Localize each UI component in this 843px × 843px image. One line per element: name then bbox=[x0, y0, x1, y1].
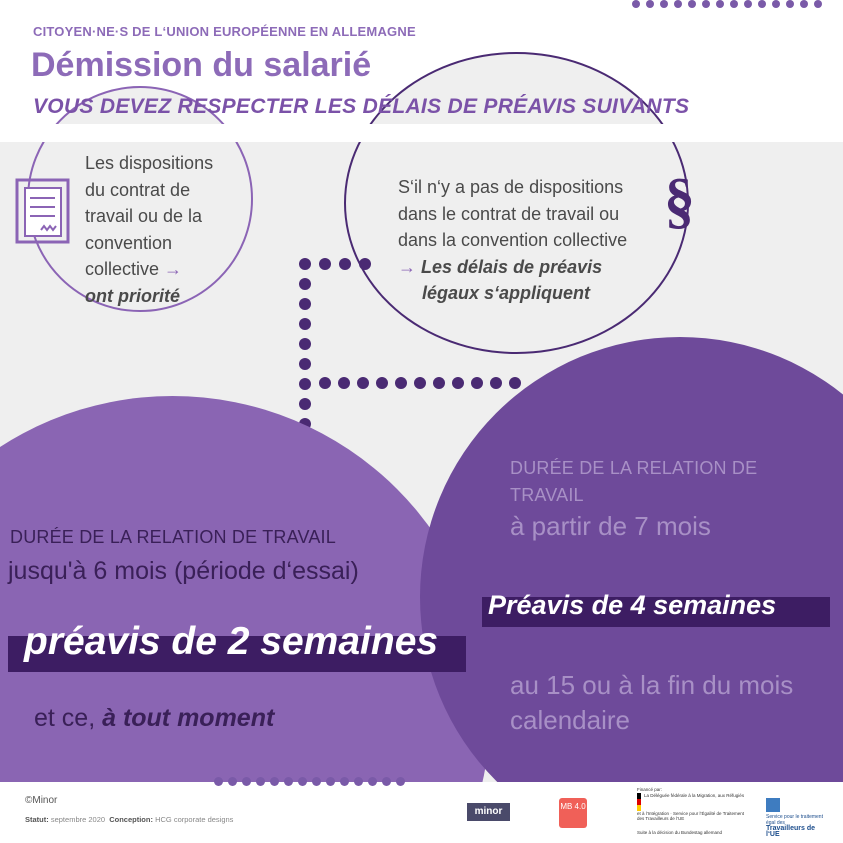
dot bbox=[270, 777, 279, 786]
dot bbox=[702, 0, 710, 8]
default-rule-text bbox=[398, 174, 627, 307]
arrow-right-icon: → bbox=[164, 259, 183, 279]
dot bbox=[772, 0, 780, 8]
long-notice-period: Préavis de 4 semaines bbox=[488, 590, 777, 620]
dot bbox=[256, 777, 265, 786]
footer-dot-row bbox=[214, 777, 405, 786]
dot bbox=[242, 777, 251, 786]
long-tenure-label: DURÉE DE LA RELATION DE TRAVAIL bbox=[510, 458, 758, 505]
connector-dot bbox=[490, 377, 502, 389]
credits bbox=[25, 815, 233, 824]
connector-dot bbox=[395, 377, 407, 389]
priority-line: travail ou de la bbox=[85, 206, 203, 226]
default-rule-line: dans la convention collective bbox=[398, 230, 628, 250]
german-flag-icon bbox=[637, 793, 641, 811]
default-rule-line bbox=[398, 254, 627, 281]
default-rule-line: S‘il n‘y a pas de dispositions bbox=[398, 177, 624, 197]
funded-org: La Déléguée fédérale à la Migration, aux Réfugiés et à l‘Intégration · Service pour l‘Égalité de Traitement des Travailleurs de l‘UE bbox=[637, 792, 745, 821]
conception-value: HCG corporate designs bbox=[155, 815, 234, 824]
connector-dot bbox=[299, 278, 311, 290]
dot bbox=[284, 777, 293, 786]
dot bbox=[786, 0, 794, 8]
statut-label: Statut: bbox=[25, 815, 49, 824]
page-subtitle: VOUS DEVEZ RESPECTER LES DÉLAIS DE PRÉAVIS SUIVANTS bbox=[33, 95, 690, 118]
dot bbox=[326, 777, 335, 786]
dot bbox=[632, 0, 640, 8]
connector-dot bbox=[509, 377, 521, 389]
funded-by-label: Financé par: bbox=[637, 787, 663, 792]
dot bbox=[688, 0, 696, 8]
conception-label: Conception: bbox=[109, 815, 153, 824]
connector-dot bbox=[299, 298, 311, 310]
funded-note: Suite à la décision du Bundestag allemand bbox=[637, 829, 723, 835]
dot bbox=[312, 777, 321, 786]
dot bbox=[716, 0, 724, 8]
statut-value: septembre 2020 bbox=[50, 815, 106, 824]
dot bbox=[214, 777, 223, 786]
funded-org-row bbox=[637, 793, 747, 822]
timing-emphasis: à tout moment bbox=[102, 704, 275, 732]
arrow-right-icon: → bbox=[398, 256, 416, 277]
dot bbox=[298, 777, 307, 786]
default-rule-emphasis: Les délais de préavis bbox=[421, 256, 603, 277]
short-notice-period: préavis de 2 semaines bbox=[24, 620, 439, 663]
connector-dot bbox=[471, 377, 483, 389]
connector-dot bbox=[357, 377, 369, 389]
dot bbox=[228, 777, 237, 786]
mb40-logo: MB 4.0 bbox=[559, 798, 587, 828]
dot bbox=[814, 0, 822, 8]
connector-dot bbox=[376, 377, 388, 389]
eu-workers-big: Travailleurs de l‘UE bbox=[766, 825, 816, 838]
connector-dot bbox=[299, 358, 311, 370]
connector-dot bbox=[433, 377, 445, 389]
funding-logo bbox=[637, 787, 747, 835]
dot bbox=[646, 0, 654, 8]
eu-workers-small: Service pour le traitement égal des bbox=[766, 814, 823, 826]
kicker: CITOYEN·NE·S DE L‘UNION EUROPÉENNE EN ALLEMAGNE bbox=[33, 24, 416, 39]
dot bbox=[674, 0, 682, 8]
document-icon bbox=[15, 178, 70, 244]
long-tenure-duration: à partir de 7 mois bbox=[510, 511, 711, 541]
connector-dot bbox=[299, 338, 311, 350]
dot bbox=[368, 777, 377, 786]
connector-dot bbox=[414, 377, 426, 389]
connector-dot bbox=[299, 258, 311, 270]
dot bbox=[744, 0, 752, 8]
minor-logo: minor bbox=[467, 803, 510, 821]
long-notice-timing: au 15 ou à la fin du mois calendaire bbox=[510, 670, 794, 735]
connector-dot bbox=[452, 377, 464, 389]
priority-line bbox=[85, 256, 213, 283]
short-notice-timing bbox=[34, 704, 274, 733]
copyright: ©Minor bbox=[25, 795, 58, 806]
eu-workers-icon bbox=[766, 798, 780, 812]
header-dot-row bbox=[632, 0, 822, 8]
connector-dot bbox=[299, 398, 311, 410]
paragraph-icon: § bbox=[664, 167, 695, 235]
priority-line: du contrat de bbox=[85, 179, 191, 200]
dot bbox=[758, 0, 766, 8]
connector-dot bbox=[338, 377, 350, 389]
connector-dot bbox=[359, 258, 371, 270]
dot bbox=[730, 0, 738, 8]
dot bbox=[660, 0, 668, 8]
connector-dot bbox=[339, 258, 351, 270]
connector-dot bbox=[299, 318, 311, 330]
priority-text bbox=[85, 150, 213, 309]
dot bbox=[396, 777, 405, 786]
priority-line-text: collective bbox=[85, 259, 160, 279]
eu-workers-logo bbox=[766, 796, 826, 838]
band-edge bbox=[0, 124, 843, 142]
priority-line: Les dispositions bbox=[85, 153, 214, 173]
dot bbox=[800, 0, 808, 8]
timing-text: et ce, bbox=[34, 704, 103, 732]
dot bbox=[354, 777, 363, 786]
connector-dot bbox=[299, 378, 311, 390]
dot bbox=[382, 777, 391, 786]
short-tenure-label: DURÉE DE LA RELATION DE TRAVAIL bbox=[10, 527, 336, 547]
connector-dot bbox=[319, 377, 331, 389]
connector-dot bbox=[319, 258, 331, 270]
short-tenure-duration: jusqu'à 6 mois (période d‘essai) bbox=[8, 557, 359, 585]
dot bbox=[340, 777, 349, 786]
default-rule-emphasis: légaux s‘appliquent bbox=[422, 283, 591, 303]
priority-line: convention bbox=[85, 232, 173, 253]
default-rule-line: dans le contrat de travail ou bbox=[398, 203, 620, 224]
priority-emphasis: ont priorité bbox=[85, 285, 180, 306]
page-title: Démission du salarié bbox=[31, 46, 372, 84]
eu-workers-text bbox=[766, 814, 826, 838]
